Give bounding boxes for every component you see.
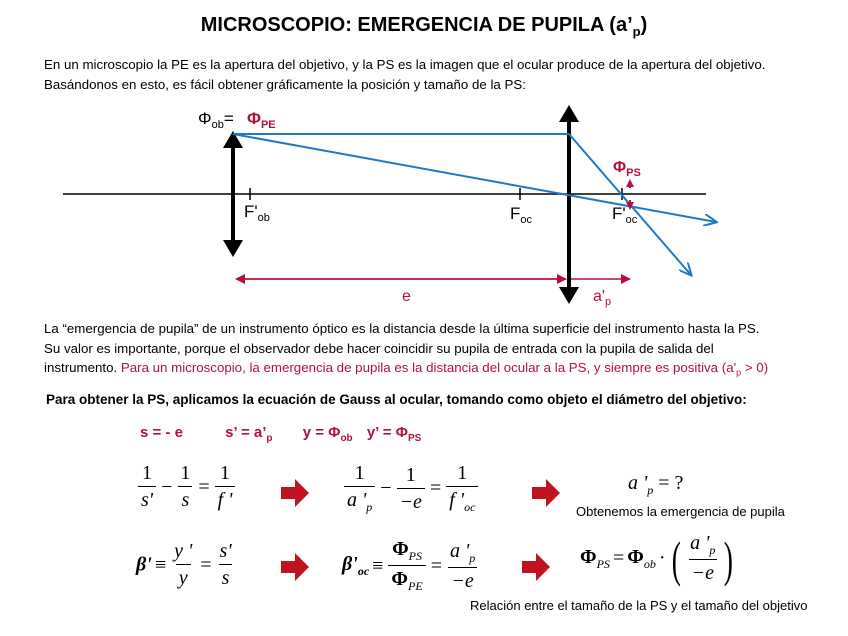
ps-n-text: a '	[690, 532, 710, 554]
result-ap-sub: p	[647, 483, 654, 497]
result-ap-text: a '	[628, 472, 648, 494]
eq2m-d1-text: Φ	[391, 568, 409, 590]
phi-ps-label: $\Phi_{PS}$	[613, 159, 641, 179]
subst-y-prime-text: y’ = Φ	[366, 424, 408, 441]
ps-n-sub: p	[709, 543, 716, 557]
intro-line-2: Basándonos en esto, es fácil obtener gráficamente la posición y tamaño de la PS:	[44, 76, 526, 92]
eq1m-n3: 1	[457, 462, 468, 484]
ps-rhs-sub: ob	[643, 556, 656, 571]
eq1-d2: s	[178, 486, 192, 512]
eq1m-d1-text: a '	[347, 489, 367, 511]
para2-line-3-highlight	[120, 360, 769, 378]
eq1m-n2: 1	[405, 463, 416, 486]
eq2m-n2	[447, 540, 478, 567]
eq2-d1: y	[176, 564, 191, 590]
ps-d: −e	[689, 559, 717, 585]
eq1-d3: f '	[215, 486, 236, 512]
eq2m-n2-sub: p	[469, 550, 476, 565]
eq1m-d2: −e	[397, 488, 425, 514]
fpoc-label: $F'_{oc}$	[612, 204, 638, 226]
ps-eq: =	[612, 547, 625, 569]
para2-red-text: Para un microscopio, la emergencia de pupila es la distancia del ocular a la PS, y siempre es positiva (a'	[120, 360, 737, 375]
e-label: e	[402, 288, 411, 305]
para2-line-3-text: instrumento.	[44, 360, 121, 375]
eq2-equiv: ≡	[154, 553, 167, 576]
subst-y-text: y = Φ	[302, 424, 341, 441]
eq1m-d1	[344, 486, 375, 515]
ps-dot: ·	[658, 547, 666, 569]
para2-red-end: > 0)	[741, 360, 769, 375]
gauss-equation	[136, 462, 237, 512]
result-ap-end: = ?	[653, 472, 684, 494]
para2-line-2: Su valor es importante, porque el observador debe hacer coincidir su pupila de entrada con la pupila de salida del	[44, 340, 714, 356]
title-text: MICROSCOPIO: EMERGENCIA DE PUPILA (a’	[200, 14, 633, 36]
eq1m-n1: 1	[354, 462, 365, 484]
eq2m-n1-sub: PS	[408, 549, 423, 563]
eq2m-beta-text: β'	[342, 553, 358, 575]
gauss-equation-eyepiece	[342, 462, 480, 515]
para2-line-3	[44, 358, 768, 383]
eq1m-minus: −	[380, 477, 392, 499]
ps-lhs-sub: PS	[596, 556, 610, 571]
para2-line-1: La “emergencia de pupila” de un instrumento óptico es la distancia desde la última superficie del instrumento hasta la PS.	[44, 321, 760, 336]
ray-chief	[233, 134, 716, 222]
subst-s-prime-sub: p	[266, 433, 273, 444]
caption-relation: Relación entre el tamaño de la PS y el tamaño del objetivo	[470, 598, 808, 613]
fob-label: $F'_{ob}$	[244, 202, 270, 224]
eq1m-d1-sub: p	[366, 500, 373, 514]
light-rays	[233, 134, 716, 275]
eq2m-eq: =	[430, 554, 442, 577]
eq1-minus: −	[161, 475, 173, 498]
arrow-right-icon	[281, 479, 309, 507]
arrow-right-icon	[281, 553, 309, 581]
eq2m-beta	[342, 553, 370, 578]
left-paren: (	[672, 530, 682, 587]
eq2m-d1	[388, 565, 425, 594]
eq2-n2: s'	[219, 540, 232, 562]
ap-label: $a'_p$	[593, 288, 612, 308]
eq1m-eq: =	[429, 477, 442, 499]
phi-ob-label: $\Phi_{ob}=$	[198, 109, 234, 131]
eq2-n1: y '	[174, 540, 193, 562]
emergence-paragraph	[44, 319, 768, 383]
eq1-n3: 1	[220, 462, 231, 484]
title-close: )	[640, 14, 648, 36]
subst-s-prime	[225, 424, 273, 444]
eq2-beta: β'	[136, 553, 152, 576]
eq2m-beta-sub: oc	[357, 564, 370, 578]
ps-rhs-text: Φ	[627, 545, 644, 568]
ps-n	[687, 532, 718, 559]
eq2m-d1-sub: PE	[408, 579, 423, 593]
eq1m-d3	[446, 486, 478, 515]
eq1-n2: 1	[180, 462, 191, 484]
eq2m-n1	[389, 538, 425, 565]
eq1-eq: =	[198, 475, 210, 498]
caption-emergence: Obtenemos la emergencia de pupila	[576, 504, 785, 519]
subst-y	[302, 424, 353, 444]
foc-label: $F_{oc}$	[510, 204, 533, 226]
right-paren: )	[724, 530, 734, 587]
eq2m-equiv: ≡	[372, 554, 384, 577]
arrow-right-icon	[532, 479, 560, 507]
arrow-right-icon	[522, 553, 550, 581]
phi-pe-label: $\Phi_{PE}$	[247, 109, 276, 131]
eq2-eq: =	[200, 553, 212, 576]
subst-y-sub: ob	[340, 433, 353, 444]
ps-lhs-text: Φ	[580, 545, 597, 568]
eq1m-d3-sub: oc	[464, 500, 476, 514]
subst-s: s = - e	[140, 424, 183, 441]
eq2m-n1-text: Φ	[392, 538, 409, 560]
ps-rhs	[627, 545, 656, 571]
eq2m-n2-text: a '	[449, 539, 470, 562]
subst-y-prime	[366, 424, 422, 444]
result-ap	[628, 472, 683, 498]
title-subscript: p	[632, 24, 641, 39]
magnification-equation	[136, 540, 237, 590]
subst-s-prime-text: s’ = a’	[225, 424, 267, 441]
substitutions	[140, 424, 421, 444]
eq1-d1: s'	[138, 486, 156, 512]
eq2-d2: s	[219, 564, 233, 590]
eq1m-d3-text: f '	[449, 489, 465, 511]
ps-lhs	[580, 545, 610, 571]
eq2m-d2: −e	[448, 567, 476, 593]
para2-red-sub: p	[736, 367, 742, 378]
ps-size-equation	[580, 532, 737, 585]
subst-y-prime-sub: PS	[407, 433, 422, 444]
eq1-n1: 1	[142, 462, 153, 484]
magnification-equation-eyepiece	[342, 538, 480, 594]
gauss-heading: Para obtener la PS, aplicamos la ecuación de Gauss al ocular, tomando como objeto el diámetro del objetivo:	[46, 392, 747, 407]
intro-line-1: En un microscopio la PE es la apertura del objetivo, y la PS es la imagen que el ocular produce de la apertura del objetivo.	[44, 57, 766, 72]
